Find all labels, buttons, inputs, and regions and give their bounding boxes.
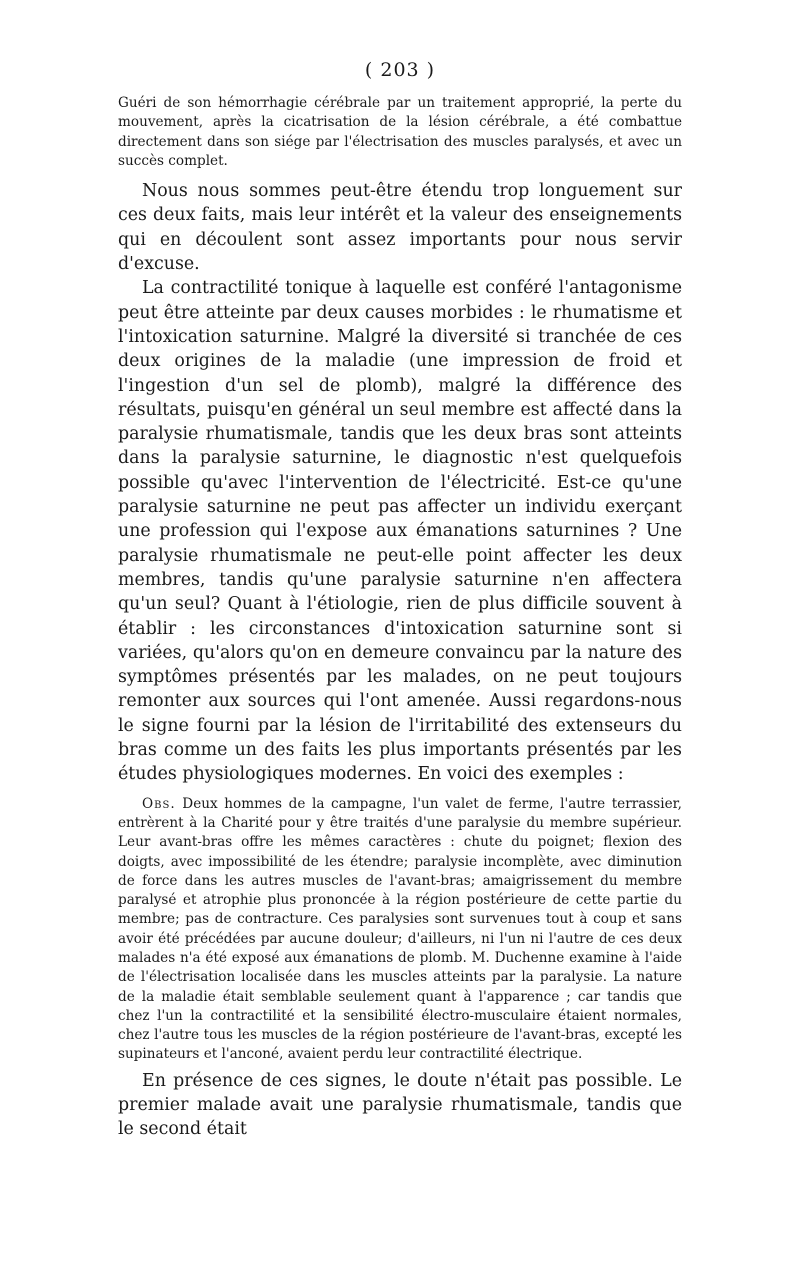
page-number: ( 203 ) (364, 59, 436, 81)
observation-paragraph (118, 795, 682, 1065)
paragraph-contractility: La contractilité tonique à laquelle est conféré l'antagonisme peut être atteinte par deux causes morbides : le rhumatisme et l'intoxication saturnine. Malgré la diversité si tranchée de ces deux origines de la maladie (une impression de froid et l'ingestion d'un sel de plomb), malgré la différence des résultats, puisqu'en général un seul membre est affecté dans la paralysie rhumatismale, tandis que les deux bras sont atteints dans la paralysie saturnine, le diagnostic n'est quelquefois possible qu'avec l'intervention de l'électricité. Est-ce qu'une paralysie saturnine ne peut pas affecter un individu exerçant une profession qui l'expose aux émanations saturnines ? Une paralysie rhumatismale ne peut-elle point affecter les deux membres, tandis qu'une paralysie saturnine n'en affectera qu'un seul? Quant à l'étiologie, rien de plus difficile souvent à établir : les circonstances d'intoxication saturnine sont si variées, qu'alors qu'on en demeure convaincu par la nature des symptômes présentés par les malades, on ne peut toujours remonter aux sources qui l'ont amenée. Aussi regardons-nous le signe fourni par la lésion de l'irritabilité des extenseurs du bras comme un des faits les plus importants présentés par les études physiologiques modernes. En voici des exemples : (118, 278, 682, 785)
paragraph-conclusion: En présence de ces signes, le doute n'était pas possible. Le premier malade avait une paralysie rhumatismale, tandis que le second était (118, 1070, 682, 1140)
paragraph-excuse: Nous nous sommes peut-être étendu trop longuement sur ces deux faits, mais leur intérêt et la valeur des enseignements qui en découlent sont assez importants pour nous servir d'excuse. (118, 181, 682, 275)
observation-label: Obs. (142, 795, 176, 812)
observation-text: Deux hommes de la campagne, l'un valet de ferme, l'autre terrassier, entrèrent à la Charité pour y être traités d'une paralysie du membre supérieur. Leur avant-bras offre les mêmes caractères : chute du poignet; flexion des doigts, avec impossibilité de les étendre; paralysie incomplète, avec diminution de force dans les autres muscles de l'avant-bras; amaigrissement du membre paralysé et atrophie plus prononcée à la région postérieure de cette partie du membre; pas de contracture. Ces paralysies sont survenues tout à coup et sans avoir été précédées par aucune douleur; d'ailleurs, ni l'un ni l'autre de ces deux malades n'a été exposé aux émanations de plomb. M. Duchenne examine à l'aide de l'électrisation localisée dans les muscles atteints par la paralysie. La nature de la maladie était semblable seulement quant à l'apparence ; car tandis que chez l'un la contractilité et la sensibilité électro-musculaire étaient normales, chez l'autre tous les muscles de la région postérieure de l'avant-bras, excepté les supinateurs et l'anconé, avaient perdu leur contractilité électrique. (118, 795, 682, 1063)
document-page (118, 58, 682, 1142)
paragraph-continuation: Guéri de son hémorrhagie cérébrale par un traitement approprié, la perte du mouvement, après la cicatrisation de la lésion cérébrale, a été combattue directement dans son siége par l'électrisation des muscles paralysés, et avec un succès complet. (118, 95, 682, 169)
